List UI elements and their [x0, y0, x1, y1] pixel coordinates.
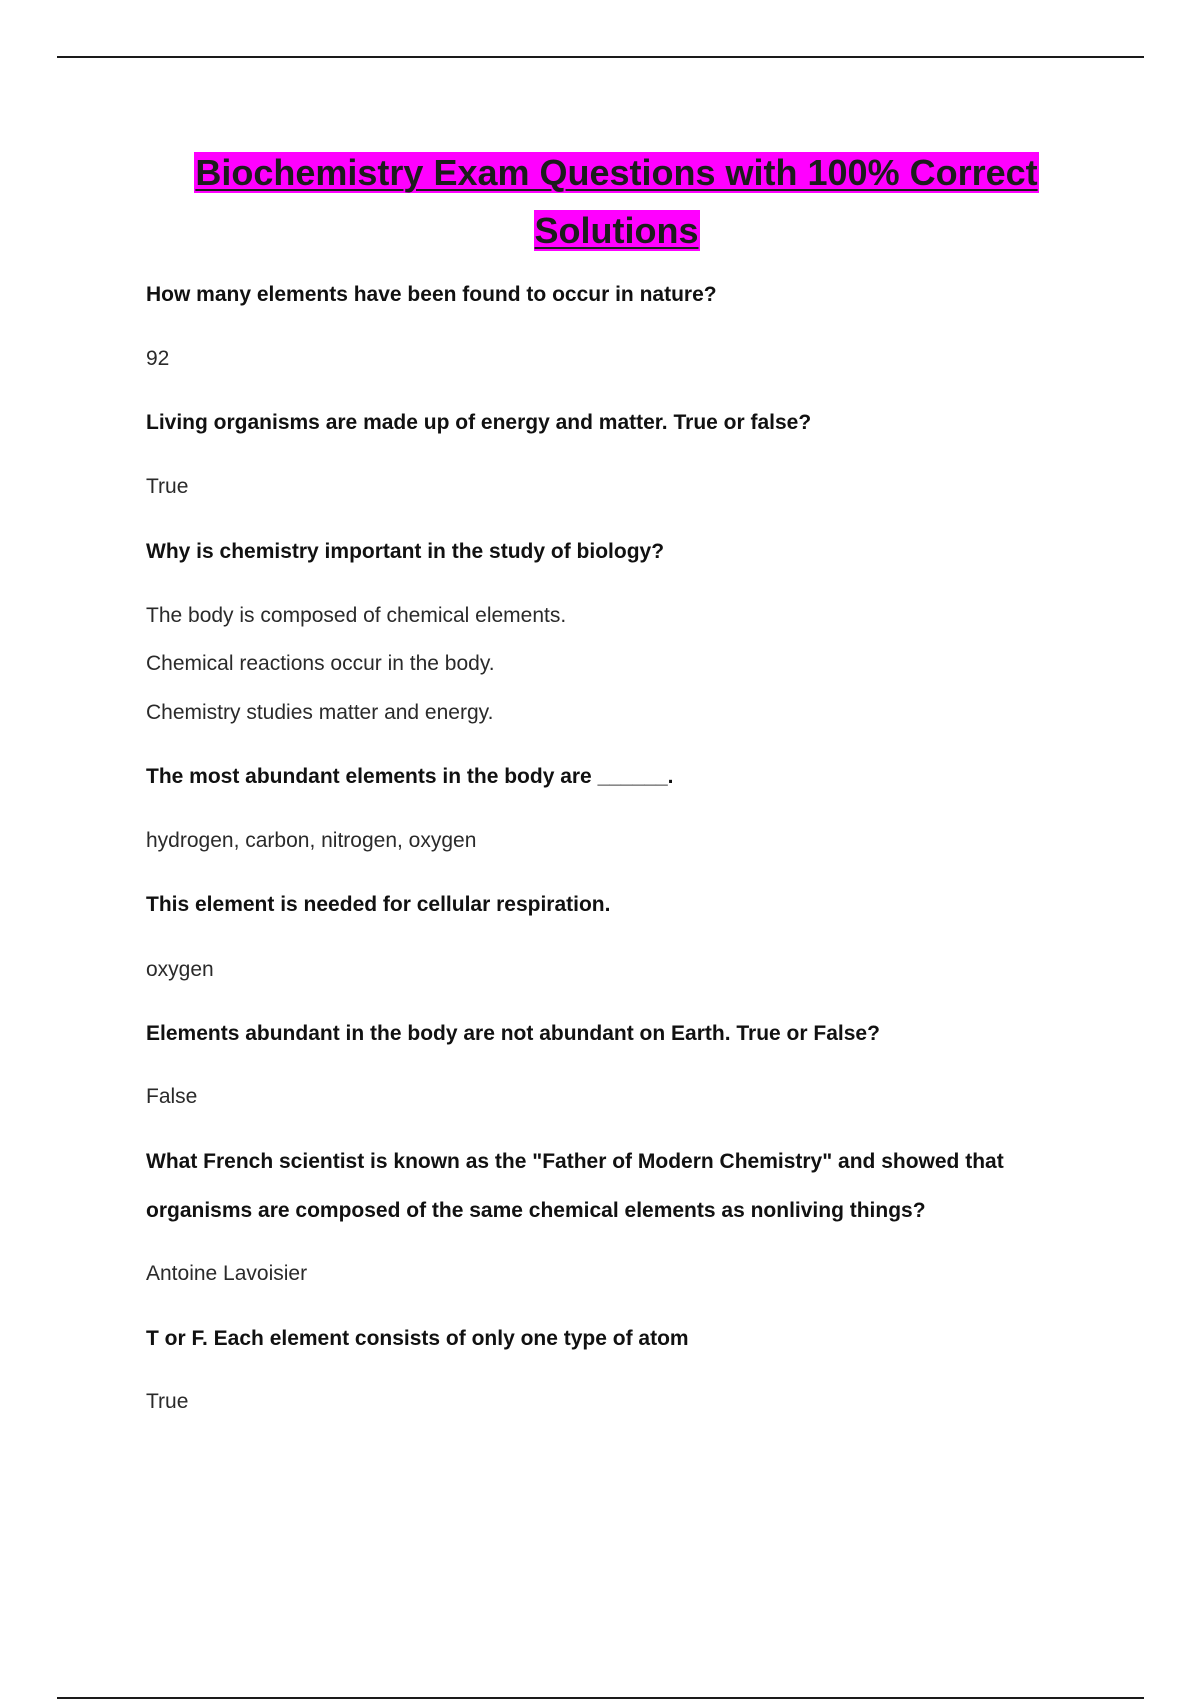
question-8: T or F. Each element consists of only one type of atom	[146, 1327, 689, 1350]
question-1: How many elements have been found to occur in nature?	[146, 283, 717, 306]
answer-6: False	[146, 1085, 198, 1108]
answer-4: hydrogen, carbon, nitrogen, oxygen	[146, 829, 477, 852]
question-2: Living organisms are made up of energy and matter. True or false?	[146, 411, 812, 434]
answer-1: 92	[146, 347, 170, 370]
answer-3-line-2: Chemical reactions occur in the body.	[146, 652, 495, 675]
bottom-rule	[57, 1697, 1144, 1699]
answer-5: oxygen	[146, 958, 214, 981]
answer-3-line-1: The body is composed of chemical elements.	[146, 604, 567, 627]
document-title	[120, 144, 1113, 260]
answer-8: True	[146, 1390, 189, 1413]
answer-2: True	[146, 475, 189, 498]
top-rule	[57, 56, 1144, 58]
question-3: Why is chemistry important in the study of biology?	[146, 540, 665, 563]
question-5: This element is needed for cellular respiration.	[146, 893, 611, 916]
question-6: Elements abundant in the body are not abundant on Earth. True or False?	[146, 1022, 880, 1045]
document-title-text: Biochemistry Exam Questions with 100% Correct Solutions	[195, 152, 1038, 251]
question-7: What French scientist is known as the "Father of Modern Chemistry" and showed that organisms are composed of the same chemical elements as nonliving things?	[146, 1150, 1004, 1222]
answer-3-line-3: Chemistry studies matter and energy.	[146, 701, 494, 724]
question-4: The most abundant elements in the body are ______.	[146, 765, 674, 788]
answer-7: Antoine Lavoisier	[146, 1262, 308, 1285]
